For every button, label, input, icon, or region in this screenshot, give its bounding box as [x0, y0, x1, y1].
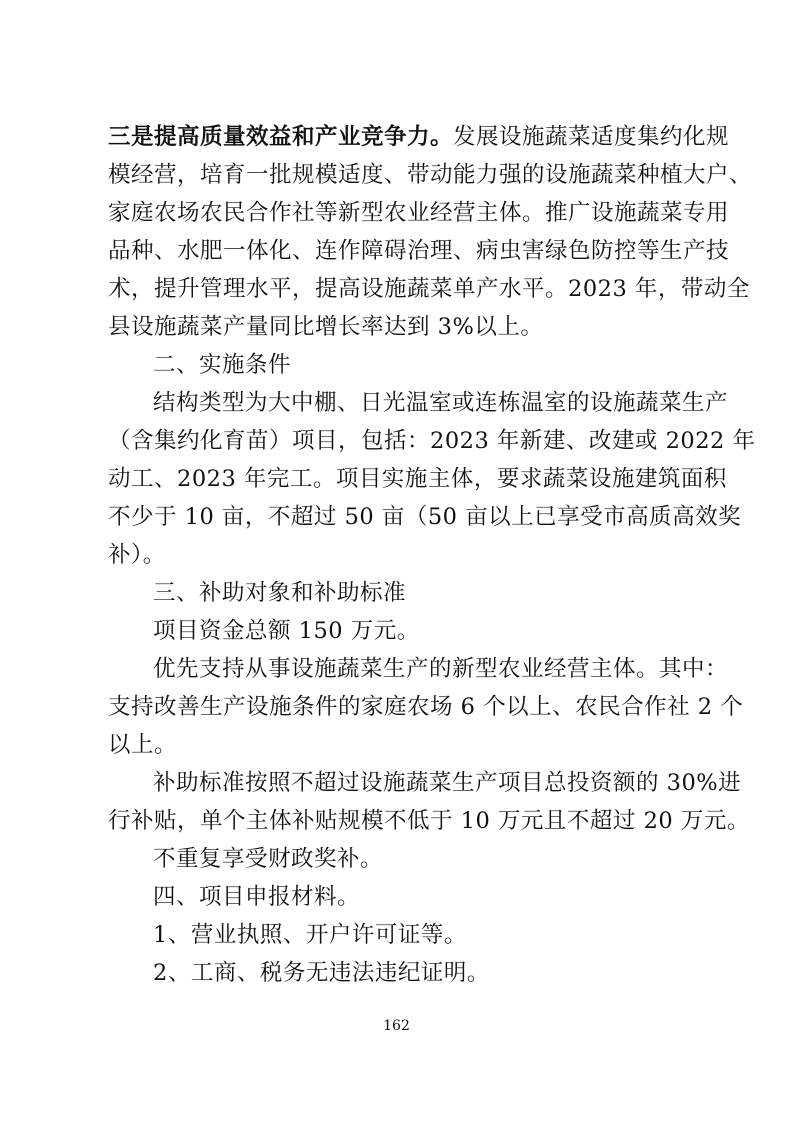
- paragraph-line: 家庭农场农民合作社等新型农业经营主体。推广设施蔬菜专用: [108, 200, 730, 226]
- section-heading: 三、补助对象和补助标准: [153, 580, 407, 606]
- paragraph-line: 结构类型为大中棚、日光温室或连栋温室的设施蔬菜生产: [153, 390, 729, 416]
- paragraph-line: 行补贴，单个主体补贴规模不低于 10 万元且不超过 20 万元。: [108, 808, 750, 834]
- list-item: 2、工商、税务无违法违纪证明。: [153, 960, 490, 986]
- paragraph-line: [108, 118, 730, 156]
- paragraph-line: 模经营，培育一批规模适度、带动能力强的设施蔬菜种植大户、: [108, 162, 753, 188]
- list-item: 1、营业执照、开户许可证等。: [153, 922, 467, 948]
- paragraph-line: 优先支持从事设施蔬菜生产的新型农业经营主体。其中：: [153, 656, 729, 682]
- paragraph-line: 补助标准按照不超过设施蔬菜生产项目总投资额的 30%进: [153, 770, 742, 796]
- paragraph-lead: 三是提高质量效益和产业竞争力。: [108, 124, 454, 150]
- paragraph-line: 项目资金总额 150 万元。: [153, 618, 420, 644]
- paragraph-line: 以上。: [108, 732, 178, 758]
- document-body: [108, 118, 756, 992]
- paragraph-line: 品种、水肥一体化、连作障碍治理、病虫害绿色防控等生产技: [108, 238, 730, 264]
- paragraph-line: 不重复享受财政奖补。: [153, 846, 384, 872]
- section-heading: 二、实施条件: [153, 352, 292, 378]
- paragraph-line: （含集约化育苗）项目，包括：2023 年新建、改建或 2022 年: [108, 428, 756, 454]
- section-heading: 四、项目申报材料。: [153, 884, 361, 910]
- paragraph-line: 动工、2023 年完工。项目实施主体，要求蔬菜设施建筑面积: [108, 466, 727, 492]
- paragraph-line: 术，提升管理水平，提高设施蔬菜单产水平。2023 年，带动全: [108, 276, 750, 302]
- paragraph-line: 支持改善生产设施条件的家庭农场 6 个以上、农民合作社 2 个: [108, 694, 744, 720]
- page-number: 162: [383, 1018, 410, 1034]
- paragraph-text: 发展设施蔬菜适度集约化规: [453, 124, 730, 150]
- paragraph-line: 补）。: [108, 542, 166, 568]
- paragraph-line: 不少于 10 亩，不超过 50 亩（50 亩以上已享受市高质高效奖: [108, 504, 742, 530]
- paragraph-line: 县设施蔬菜产量同比增长率达到 3%以上。: [108, 314, 544, 340]
